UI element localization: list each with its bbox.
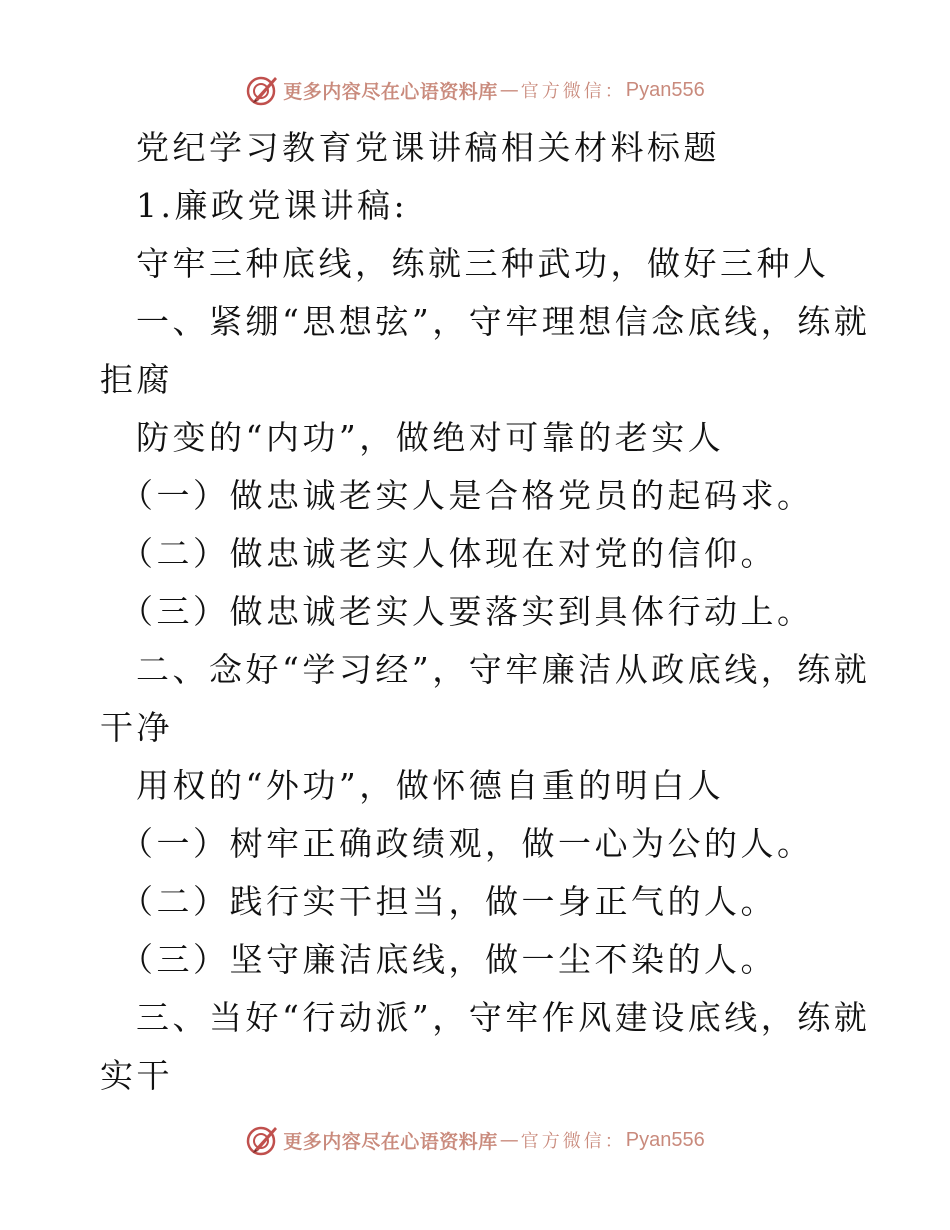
- doc-item-1-1: （一）做忠诚老实人是合格党员的起码求。: [120, 476, 814, 515]
- doc-heading-2-wrap: 干净: [100, 708, 173, 747]
- pen-logo-icon: [245, 1123, 279, 1157]
- watermark-official: 官方微信：: [520, 81, 626, 102]
- footer-watermark: [0, 1120, 950, 1160]
- header-watermark: [0, 70, 950, 110]
- doc-title: 党纪学习教育党课讲稿相关材料标题: [136, 128, 720, 167]
- doc-heading-1: 一、紧绷“思想弦”，守牢理想信念底线，练就: [136, 302, 871, 341]
- doc-heading-3-wrap: 实干: [100, 1056, 173, 1095]
- doc-item-1-3: （三）做忠诚老实人要落实到具体行动上。: [120, 592, 814, 631]
- doc-heading-3: 三、当好“行动派”，守牢作风建设底线，练就: [136, 998, 871, 1037]
- watermark-brand: 更多内容尽在心语资料库: [283, 80, 498, 103]
- watermark-dash: —: [499, 1129, 519, 1151]
- watermark-id: Pyan556: [625, 78, 705, 101]
- doc-item-2-2: （二）践行实干担当，做一身正气的人。: [120, 882, 777, 921]
- watermark-id: Pyan556: [625, 1128, 705, 1151]
- watermark-official: 官方微信：: [520, 1131, 626, 1152]
- doc-heading-1-cont: 防变的“内功”，做绝对可靠的老实人: [136, 418, 725, 457]
- watermark-dash: —: [499, 79, 519, 101]
- doc-item-1-2: （二）做忠诚老实人体现在对党的信仰。: [120, 534, 777, 573]
- watermark-brand: 更多内容尽在心语资料库: [283, 1130, 498, 1153]
- doc-item-2-3: （三）坚守廉洁底线，做一尘不染的人。: [120, 940, 777, 979]
- doc-heading-2: 二、念好“学习经”，守牢廉洁从政底线，练就: [136, 650, 871, 689]
- doc-section-label: 1.廉政党课讲稿:: [136, 186, 409, 225]
- doc-subtitle: 守牢三种底线，练就三种武功，做好三种人: [136, 244, 830, 283]
- doc-heading-2-cont: 用权的“外功”，做怀德自重的明白人: [136, 766, 725, 805]
- doc-heading-1-wrap: 拒腐: [100, 360, 173, 399]
- doc-item-2-1: （一）树牢正确政绩观，做一心为公的人。: [120, 824, 814, 863]
- pen-logo-icon: [245, 73, 279, 107]
